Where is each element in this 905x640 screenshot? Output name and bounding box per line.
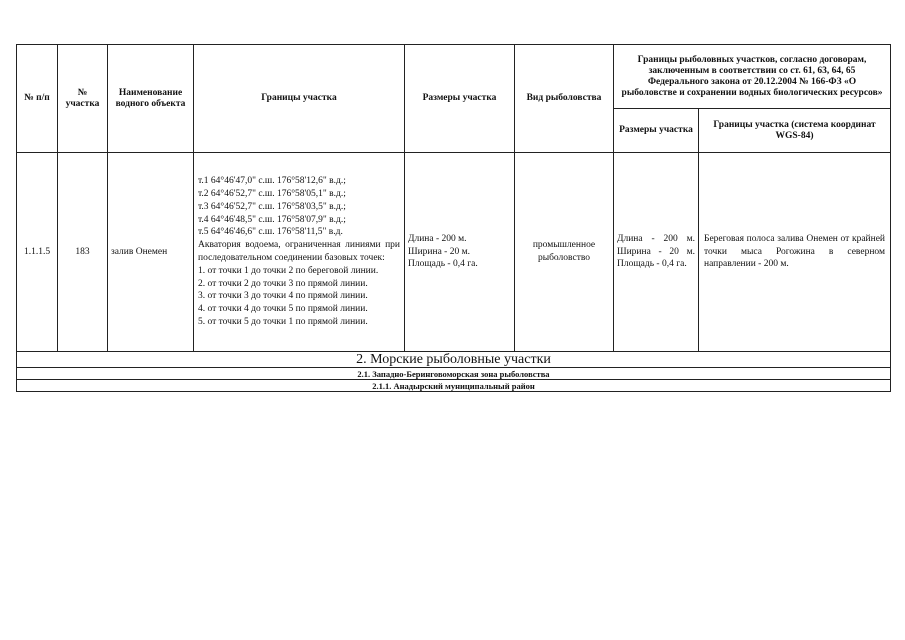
size-area: Площадь - 0,4 га. (408, 259, 478, 270)
header-contract-group: Границы рыболовных участков, согласно договорам, заключенным в соответствии со ст. 61, 63, 64, 65 Федерального закона от 20.12.2004 № 166-ФЗ «О рыболовстве и сохранении водных биологических ресурсов» (614, 45, 891, 109)
cell-bounds (194, 153, 405, 352)
point-3: т.3 64°46'52,7" с.ш. 176°58'03,5" в.д.; (198, 201, 346, 212)
header-fishing-type: Вид рыболовства (515, 45, 614, 153)
point-1: т.1 64°46'47,0" с.ш. 176°58'12,6" в.д.; (198, 176, 346, 187)
district-row (17, 380, 891, 392)
district-title: 2.1.1. Анадырский муниципальный район (17, 380, 891, 392)
point-2: т.2 64°46'52,7" с.ш. 176°58'05,1" в.д.; (198, 189, 346, 200)
size-width: Ширина - 20 м. (408, 246, 470, 257)
cell-num: 1.1.1.5 (17, 153, 58, 352)
table-row (17, 153, 891, 352)
header-plot-num: № участка (58, 45, 108, 153)
fishing-plots-document (16, 44, 890, 392)
line-3: 3. от точки 3 до точки 4 по прямой линии. (198, 291, 368, 302)
size-length: Длина - 200 м. (408, 233, 467, 244)
section-row (17, 352, 891, 368)
cell-size (405, 153, 515, 352)
point-5: т.5 64°46'46,6" с.ш. 176°58'11,5" в.д. (198, 227, 343, 238)
cell-contract-size: Длина - 200 м. Ширина - 20 м. Площадь - 0,4 га. (614, 153, 699, 352)
header-bounds: Границы участка (194, 45, 405, 153)
point-4: т.4 64°46'48,5" с.ш. 176°58'07,9" в.д.; (198, 214, 346, 225)
header-contract-size: Размеры участка (614, 109, 699, 153)
header-contract-bounds: Границы участка (система координат WGS-84) (699, 109, 891, 153)
zone-row (17, 368, 891, 380)
line-4: 4. от точки 4 до точки 5 по прямой линии. (198, 304, 368, 315)
header-water-body: Наименование водного объекта (108, 45, 194, 153)
line-2: 2. от точки 2 до точки 3 по прямой линии. (198, 278, 368, 289)
line-1: 1. от точки 1 до точки 2 по береговой линии. (198, 265, 379, 276)
header-row (17, 45, 891, 109)
cell-contract-bounds: Береговая полоса залива Онемен от крайней точки мыса Рогожина в северном направлении - 200 м. (699, 153, 891, 352)
cell-water-body: залив Онемен (108, 153, 194, 352)
zone-title: 2.1. Западно-Беринговоморская зона рыболовства (17, 368, 891, 380)
cell-fishing-type: промышленное рыболовство (515, 153, 614, 352)
bounds-description: Акватория водоема, ограниченная линиями при последовательном соединении базовых точек: (198, 240, 400, 263)
line-5: 5. от точки 5 до точки 1 по прямой линии. (198, 316, 368, 327)
section-title: 2. Морские рыболовные участки (17, 352, 891, 368)
header-num: № п/п (17, 45, 58, 153)
header-size: Размеры участка (405, 45, 515, 153)
cell-plot-num: 183 (58, 153, 108, 352)
fishing-plots-table (16, 44, 891, 392)
